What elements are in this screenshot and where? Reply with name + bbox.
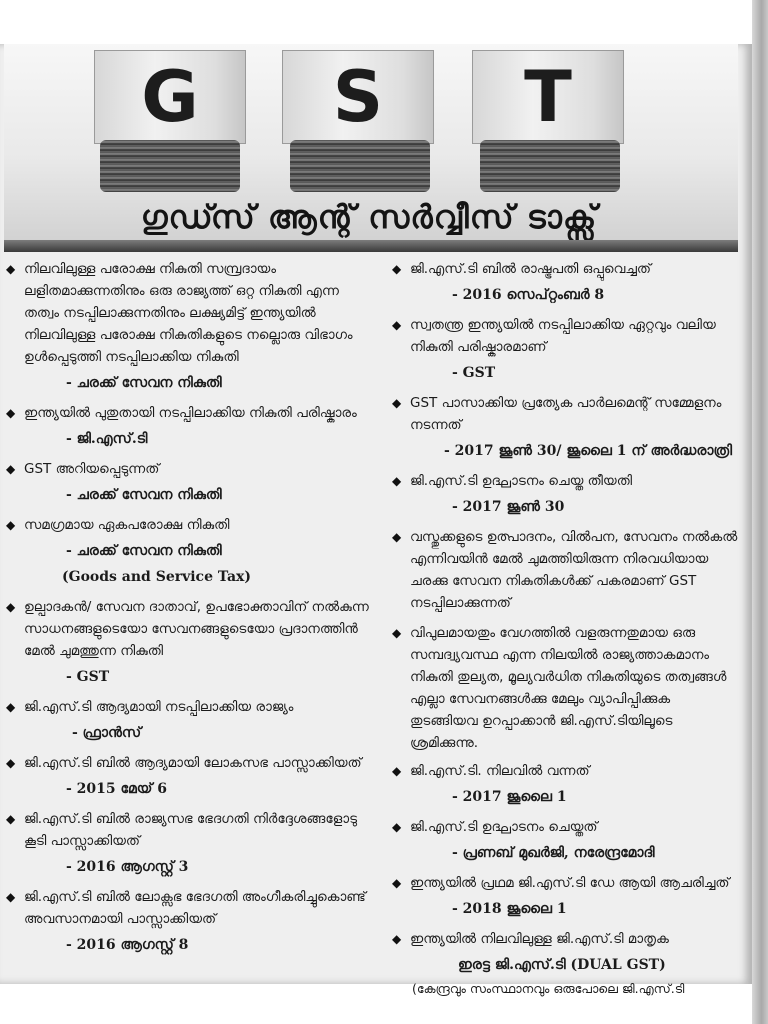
question-item: ◆ GST അറിയപ്പെടുന്നത് (6, 458, 372, 480)
diamond-bullet-icon: ◆ (6, 756, 16, 770)
question-item: ◆ ജി.എസ്.ടി. നിലവിൽ വന്നത് (392, 760, 742, 782)
diamond-bullet-icon: ◆ (6, 518, 16, 532)
question-item: ◆ ജി.എസ്.ടി ആദ്യമായി നടപ്പിലാക്കിയ രാജ്യം (6, 696, 372, 718)
diamond-bullet-icon: ◆ (392, 318, 402, 332)
question-item: ◆ നിലവിലുള്ള പരോക്ഷ നികുതി സമ്പ്രദായം ലളിതമാക്കുന്നതിനും ഒരു രാജ്യത്ത് ഒറ്റ നികുതി എന്ന തത്വം നടപ്പിലാക്കുന്നതിനും ലക്ഷ്യമിട്ട് ഇന്ത്യയിൽ നിലവിലുള്ള പരോക്ഷ നികുതികളുടെ നല്ലൊരു വിഭാഗം ഉൾപ്പെടുത്തി നടപ്പിലാക്കിയ നികുതി (6, 258, 372, 368)
diamond-bullet-icon: ◆ (6, 462, 16, 476)
question-item: ◆ ഇന്ത്യയിൽ പ്രഥമ ജി.എസ്.ടി ഡേ ആയി ആചരിച്ചത് (392, 872, 742, 894)
gst-banner (4, 44, 738, 252)
answer-note: (കേന്ദ്രവും സംസ്ഥാനവും ഒരുപോലെ ജി.എസ്.ടി (412, 981, 685, 996)
answer: - 2016 ആഗസ്റ്റ് 3 (66, 859, 189, 875)
diamond-bullet-icon: ◆ (6, 262, 16, 276)
answer: - 2017 ജൂൺ 30/ ജൂലൈ 1 ന് അർദ്ധരാത്രി (444, 443, 733, 459)
diamond-bullet-icon: ◆ (392, 530, 402, 544)
newspaper-page (0, 44, 752, 996)
letter-block-t: T (472, 50, 624, 144)
banner-divider (4, 240, 738, 252)
question-item: ◆ വിപുലമായതും വേഗത്തിൽ വളരുന്നതുമായ ഒരു സമ്പദ്വ്യവസ്ഥ എന്ന നിലയിൽ രാജ്യത്താകമാനം നികുതി തുല്യത, മൂല്യവർധിത നികുതിയുടെ തത്വങ്ങൾ എല്ലാ സേവനങ്ങൾക്കു മേലും വ്യാപിപ്പിക്കുക തുടങ്ങിയവ ഉറപ്പാക്കാൻ ജി.എസ്.ടിയിലൂടെ ശ്രമിക്കുന്നു. (392, 622, 742, 754)
right-column (392, 258, 742, 1003)
question-item: ◆ ജി.എസ്.ടി ഉദ്ഘാടനം ചെയ്തത് (392, 816, 742, 838)
answer: ഇരട്ട ജി.എസ്.ടി (DUAL GST) (458, 957, 666, 973)
answer: - 2017 ജൂൺ 30 (452, 499, 565, 515)
page-edge (752, 0, 768, 1024)
coin-stack (290, 140, 430, 192)
question-item: ◆ ജി.എസ്.ടി ബിൽ ലോക്സഭ ഭേദഗതി അംഗീകരിച്ചുകൊണ്ട് അവസാനമായി പാസ്സാക്കിയത് (6, 886, 372, 930)
question-item: ◆ ഇന്ത്യയിൽ പുതുതായി നടപ്പിലാക്കിയ നികുതി പരിഷ്കാരം (6, 402, 372, 424)
answer: - ഫ്രാൻസ് (72, 725, 142, 741)
diamond-bullet-icon: ◆ (392, 932, 402, 946)
diamond-bullet-icon: ◆ (392, 396, 402, 410)
diamond-bullet-icon: ◆ (392, 262, 402, 276)
question-item: ◆ ജി.എസ്.ടി ബിൽ ആദ്യമായി ലോകസഭ പാസ്സാക്കിയത് (6, 752, 372, 774)
diamond-bullet-icon: ◆ (6, 890, 16, 904)
answer: - പ്രണബ് മുഖർജി, നരേന്ദ്രമോദി (452, 845, 655, 861)
letter-block-s: S (282, 50, 434, 144)
answer: - 2016 ആഗസ്റ്റ് 8 (66, 937, 189, 953)
left-column (6, 258, 372, 964)
answer: - 2017 ജൂലൈ 1 (452, 789, 567, 805)
coin-stack (480, 140, 620, 192)
answer: - GST (452, 365, 496, 381)
diamond-bullet-icon: ◆ (6, 812, 16, 826)
diamond-bullet-icon: ◆ (6, 700, 16, 714)
diamond-bullet-icon: ◆ (6, 406, 16, 420)
answer-note: (Goods and Service Tax) (62, 569, 251, 585)
question-item: ◆ ജി.എസ്.ടി ബിൽ രാജ്യസഭ ഭേദഗതി നിർദ്ദേശങ്ങളോടു കൂടി പാസ്സാക്കിയത് (6, 808, 372, 852)
question-item: ◆ സ്വതന്ത്ര ഇന്ത്യയിൽ നടപ്പിലാക്കിയ ഏറ്റവും വലിയ നികുതി പരിഷ്കാരമാണ് (392, 314, 742, 358)
answer: - ചരക്ക് സേവന നികുതി (66, 375, 222, 391)
letter-block-g: G (94, 50, 246, 144)
coin-stack (100, 140, 240, 192)
question-item: ◆ GST പാസാക്കിയ പ്രത്യേക പാർലമെന്റ് സമ്മേളനം നടന്നത് (392, 392, 742, 436)
diamond-bullet-icon: ◆ (392, 764, 402, 778)
diamond-bullet-icon: ◆ (392, 626, 402, 640)
banner-title: ഗുഡ്സ് ആന്റ് സർവ്വീസ് ടാക്സ് (140, 197, 598, 236)
question-item: ◆ ജി.എസ്.ടി ഉദ്ഘാടനം ചെയ്ത തീയതി (392, 470, 742, 492)
question-item: ◆ വസ്തുക്കളുടെ ഉത്പാദനം, വിൽപന, സേവനം നൽകൽ എന്നിവയിൻ മേൽ ചുമത്തിയിരുന്ന നിരവധിയായ ചരക്കു സേവന നികുതികൾക്ക് പകരമാണ് GST നടപ്പിലാക്കുന്നത് (392, 526, 742, 614)
diamond-bullet-icon: ◆ (392, 820, 402, 834)
answer: - ചരക്ക് സേവന നികുതി (66, 543, 222, 559)
diamond-bullet-icon: ◆ (392, 876, 402, 890)
answer: - ജി.എസ്.ടി (66, 431, 148, 447)
answer: - 2018 ജൂലൈ 1 (452, 901, 567, 917)
diamond-bullet-icon: ◆ (392, 474, 402, 488)
question-item: ◆ സമഗ്രമായ ഏകപരോക്ഷ നികുതി (6, 514, 372, 536)
question-item: ◆ ഉല്പാദകൻ/ സേവന ദാതാവ്, ഉപഭോക്താവിന് നൽകുന്ന സാധനങ്ങളുടെയോ സേവനങ്ങളുടെയോ പ്രദാനത്തിൻ മേൽ ചുമത്തുന്ന നികുതി (6, 596, 372, 662)
diamond-bullet-icon: ◆ (6, 600, 16, 614)
answer: - ചരക്ക് സേവന നികുതി (66, 487, 222, 503)
answer: - 2016 സെപ്റ്റംബർ 8 (452, 287, 605, 303)
question-item: ◆ ഇന്ത്യയിൽ നിലവിലുള്ള ജി.എസ്.ടി മാതൃക (392, 928, 742, 950)
question-item: ◆ ജി.എസ്.ടി ബിൽ രാഷ്ട്രപതി ഒപ്പുവെച്ചത് (392, 258, 742, 280)
answer: - 2015 മേയ് 6 (66, 781, 167, 797)
answer: - GST (66, 669, 110, 685)
